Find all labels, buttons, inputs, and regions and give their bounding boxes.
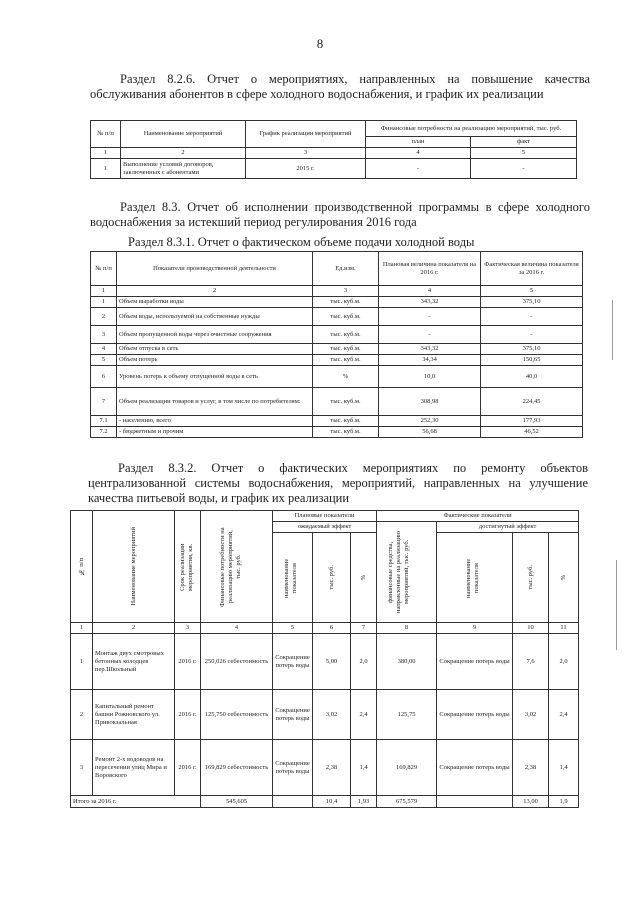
row-plan: - bbox=[379, 326, 481, 344]
table-row bbox=[91, 344, 583, 355]
table-row bbox=[91, 326, 583, 344]
col-number: 4 bbox=[201, 623, 273, 634]
col-number: 10 bbox=[513, 623, 549, 634]
table-row bbox=[91, 297, 583, 308]
row-fact-rub: 7,6 bbox=[513, 634, 549, 690]
row-num: 2 bbox=[91, 308, 117, 326]
scan-artifact bbox=[616, 560, 617, 650]
total-label: Итого за 2016 г. bbox=[71, 796, 201, 808]
row-indicator: Объем выработки воды bbox=[117, 297, 313, 308]
row-indicator: Объем отпуска в сеть bbox=[117, 344, 313, 355]
col-number: 4 bbox=[366, 148, 471, 159]
header-indicator: Показатели производственной деятельности bbox=[117, 252, 313, 286]
row-unit: тыс. куб.м. bbox=[313, 308, 379, 326]
row-plan: 10,0 bbox=[379, 366, 481, 388]
header-num: № п/п bbox=[91, 121, 121, 148]
header-plan: Плановая величина показателя на 2016 г. bbox=[379, 252, 481, 286]
row-plan: 252,30 bbox=[379, 416, 481, 427]
row-fact-rub: 3,02 bbox=[513, 690, 549, 740]
row-fact: - bbox=[481, 308, 583, 326]
row-fact-rub: 2,38 bbox=[513, 740, 549, 796]
row-plan: 34,34 bbox=[379, 355, 481, 366]
col-number: 2 bbox=[93, 623, 175, 634]
section-83-heading: Раздел 8.3. Отчет об исполнении производственной программы в сфере холодного водоснабжения за истекший период регулирования 2016 года bbox=[90, 200, 590, 229]
row-indicator: Уровень потерь к объему отпущенной воды в сеть bbox=[117, 366, 313, 388]
row-unit: тыс. куб.м. bbox=[313, 344, 379, 355]
total-fact-finance: 675,579 bbox=[377, 796, 437, 808]
row-fact-pct: 1,4 bbox=[549, 740, 579, 796]
header-name: Наименование мероприятий bbox=[121, 121, 246, 148]
header-thous-rub: тыс. руб. bbox=[327, 565, 335, 590]
col-number: 3 bbox=[246, 148, 366, 159]
row-unit: тыс. куб.м. bbox=[313, 326, 379, 344]
row-fact: - bbox=[471, 159, 577, 179]
row-indicator: - населению, всего bbox=[117, 416, 313, 427]
row-fact-indicator: Сокращение потерь воды bbox=[437, 690, 513, 740]
row-term: 2016 г. bbox=[175, 690, 201, 740]
row-indicator: Объем реализации товаров и услуг, в том числе по потребителям: bbox=[117, 388, 313, 416]
total-fact-rub: 13,00 bbox=[513, 796, 549, 808]
row-num: 7.1 bbox=[91, 416, 117, 427]
row-name: Ремонт 2-х водоводов на пересечении улиц Мира и Воровского bbox=[93, 740, 175, 796]
col-number: 8 bbox=[377, 623, 437, 634]
table-row bbox=[91, 416, 583, 427]
row-name: Капитальный ремонт башни Рожновского ул. Привокзальная bbox=[93, 690, 175, 740]
table-total-row bbox=[71, 796, 579, 808]
col-number: 1 bbox=[91, 286, 117, 297]
row-fact-indicator: Сокращение потерь воды bbox=[437, 740, 513, 796]
header-achieved-effect: достигнутый эффект bbox=[437, 522, 579, 533]
header-finance: Финансовые потребности на реализацию мероприятий, тыс. руб. bbox=[218, 526, 242, 607]
header-term: Срок реализации мероприятия, кв. bbox=[178, 542, 194, 591]
table-row bbox=[91, 388, 583, 416]
row-fact-indicator: Сокращение потерь воды bbox=[437, 634, 513, 690]
row-planned-pct: 2,4 bbox=[351, 690, 377, 740]
col-number: 2 bbox=[117, 286, 313, 297]
table-row bbox=[71, 690, 579, 740]
row-fact-pct: 2,4 bbox=[549, 690, 579, 740]
header-fact: факт bbox=[471, 137, 577, 148]
col-number: 3 bbox=[313, 286, 379, 297]
table-row bbox=[71, 740, 579, 796]
table-row bbox=[91, 308, 583, 326]
row-num: 2 bbox=[71, 690, 93, 740]
col-number: 3 bbox=[175, 623, 201, 634]
row-finance: 125,750 себестоимость bbox=[201, 690, 273, 740]
row-term: 2016 г. bbox=[175, 634, 201, 690]
row-unit: тыс. куб.м. bbox=[313, 297, 379, 308]
row-finance: 250,026 себестоимость bbox=[201, 634, 273, 690]
table-831 bbox=[90, 251, 583, 438]
header-finance: Финансовые потребности на реализацию мероприятий, тыс. руб. bbox=[366, 121, 577, 137]
header-planned-group: Плановые показатели bbox=[273, 511, 377, 522]
row-planned-rub: 2,38 bbox=[313, 740, 351, 796]
col-number: 11 bbox=[549, 623, 579, 634]
row-planned-pct: 2,0 bbox=[351, 634, 377, 690]
row-planned-rub: 3,02 bbox=[313, 690, 351, 740]
row-fact: 150,65 bbox=[481, 355, 583, 366]
row-fact: 224,45 bbox=[481, 388, 583, 416]
header-fact-group: Фактические показатели bbox=[377, 511, 579, 522]
row-finance: 169,829 себестоимость bbox=[201, 740, 273, 796]
header-num: № п/п bbox=[77, 557, 85, 576]
table-row bbox=[71, 634, 579, 690]
header-fin-spent: финансовые средства, направленные на реализацию мероприятий, тыс. руб. bbox=[386, 531, 410, 613]
row-plan: 343,32 bbox=[379, 344, 481, 355]
section-826-heading: Раздел 8.2.6. Отчет о мероприятиях, направленных на повышение качества обслуживания абонентов в сфере холодного водоснабжения, и график их реализации bbox=[90, 72, 590, 101]
row-num: 3 bbox=[91, 326, 117, 344]
table-832 bbox=[70, 510, 579, 808]
col-number: 5 bbox=[273, 623, 313, 634]
col-number: 1 bbox=[91, 148, 121, 159]
empty-cell bbox=[437, 796, 513, 808]
total-planned-pct: 1,93 bbox=[351, 796, 377, 808]
total-fact-pct: 1,9 bbox=[549, 796, 579, 808]
row-plan: 343,32 bbox=[379, 297, 481, 308]
row-planned-pct: 1,4 bbox=[351, 740, 377, 796]
col-number: 2 bbox=[121, 148, 246, 159]
table-826 bbox=[90, 120, 577, 179]
row-indicator: - бюджетным и прочим bbox=[117, 427, 313, 438]
col-number: 7 bbox=[351, 623, 377, 634]
row-planned-indicator: Сокращение потерь воды bbox=[273, 740, 313, 796]
total-planned-rub: 10,4 bbox=[313, 796, 351, 808]
header-fact: Фактическая величина показателя за 2016 г. bbox=[481, 252, 583, 286]
row-num: 7.2 bbox=[91, 427, 117, 438]
header-indicator-name-2: наименование показателя bbox=[464, 557, 480, 598]
header-plan: план bbox=[366, 137, 471, 148]
scan-artifact bbox=[612, 300, 613, 360]
section-831-heading: Раздел 8.3.1. Отчет о фактическом объеме подачи холодной воды bbox=[128, 235, 475, 249]
row-unit: тыс. куб.м. bbox=[313, 427, 379, 438]
row-num: 5 bbox=[91, 355, 117, 366]
row-fact-pct: 2,0 bbox=[549, 634, 579, 690]
row-schedule: 2015 г. bbox=[246, 159, 366, 179]
row-fact-finance: 380,00 bbox=[377, 634, 437, 690]
row-num: 1 bbox=[91, 159, 121, 179]
row-num: 1 bbox=[91, 297, 117, 308]
row-fact: 375,10 bbox=[481, 344, 583, 355]
row-plan: 56,68 bbox=[379, 427, 481, 438]
page-number: 8 bbox=[316, 36, 324, 51]
row-fact: 177,93 bbox=[481, 416, 583, 427]
row-planned-rub: 5,00 bbox=[313, 634, 351, 690]
row-planned-indicator: Сокращение потерь воды bbox=[273, 690, 313, 740]
row-fact: 40,0 bbox=[481, 366, 583, 388]
header-unit: Ед.изм. bbox=[313, 252, 379, 286]
row-plan: - bbox=[379, 308, 481, 326]
table-row bbox=[91, 355, 583, 366]
section-832-heading: Раздел 8.3.2. Отчет о фактических мероприятиях по ремонту объектов централизованной системы водоснабжения, мероприятий, направленных на улучшение качества питьевой воды, и график их реализации bbox=[88, 461, 588, 505]
header-num: № п/п bbox=[91, 252, 117, 286]
row-fact-finance: 169,829 bbox=[377, 740, 437, 796]
empty-cell bbox=[273, 796, 313, 808]
row-fact: 375,10 bbox=[481, 297, 583, 308]
table-row bbox=[91, 159, 577, 179]
col-number: 5 bbox=[471, 148, 577, 159]
table-row bbox=[91, 427, 583, 438]
row-num: 4 bbox=[91, 344, 117, 355]
header-name: Наименование мероприятий bbox=[129, 527, 137, 606]
row-num: 3 bbox=[71, 740, 93, 796]
header-percent-2: % bbox=[559, 574, 567, 581]
row-indicator: Объем воды, используемой на собственные нужды bbox=[117, 308, 313, 326]
header-thous-rub-2: тыс. руб. bbox=[526, 565, 534, 590]
row-indicator: Объем пропущенной воды через очистные сооружения bbox=[117, 326, 313, 344]
col-number: 1 bbox=[71, 623, 93, 634]
col-number: 6 bbox=[313, 623, 351, 634]
row-fact: - bbox=[481, 326, 583, 344]
row-planned-indicator: Сокращение потерь воды bbox=[273, 634, 313, 690]
header-schedule: График реализации мероприятий bbox=[246, 121, 366, 148]
row-unit: % bbox=[313, 366, 379, 388]
row-num: 7 bbox=[91, 388, 117, 416]
row-plan: 308,98 bbox=[379, 388, 481, 416]
row-unit: тыс. куб.м. bbox=[313, 355, 379, 366]
row-num: 1 bbox=[71, 634, 93, 690]
row-num: 6 bbox=[91, 366, 117, 388]
col-number: 4 bbox=[379, 286, 481, 297]
header-percent: % bbox=[359, 574, 367, 581]
header-indicator-name: наименование показателя bbox=[282, 557, 298, 598]
col-number: 9 bbox=[437, 623, 513, 634]
row-name: Монтаж двух смотровых бетонных колодцев пер.Школьный bbox=[93, 634, 175, 690]
row-fact-finance: 125,75 bbox=[377, 690, 437, 740]
col-number: 5 bbox=[481, 286, 583, 297]
table-row bbox=[91, 366, 583, 388]
header-expected-effect: ожидаемый эффект bbox=[273, 522, 377, 533]
row-unit: тыс. куб.м. bbox=[313, 416, 379, 427]
row-unit: тыс. куб.м. bbox=[313, 388, 379, 416]
row-plan: - bbox=[366, 159, 471, 179]
total-finance: 545,605 bbox=[201, 796, 273, 808]
row-indicator: Объем потерь bbox=[117, 355, 313, 366]
row-term: 2016 г. bbox=[175, 740, 201, 796]
row-fact: 46,52 bbox=[481, 427, 583, 438]
row-name: Выполнение условий договоров, заключенных с абонентами bbox=[121, 159, 246, 179]
